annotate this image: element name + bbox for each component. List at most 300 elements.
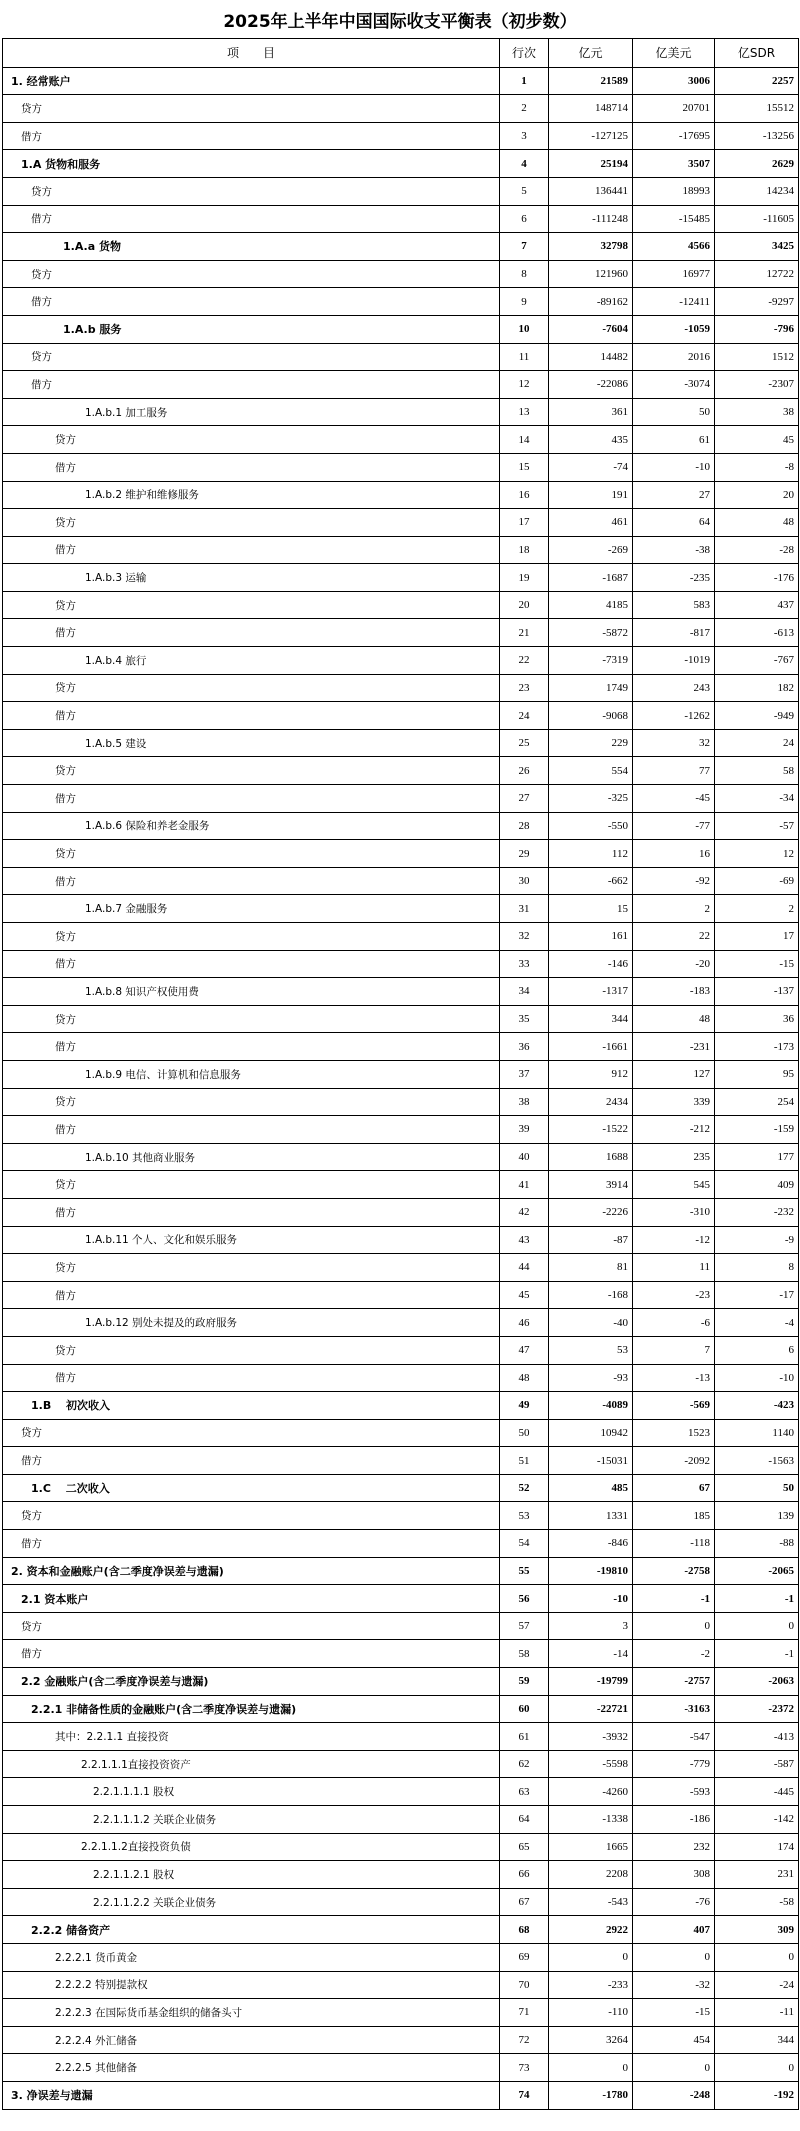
value-cny: 112: [549, 840, 633, 868]
row-line-number: 58: [500, 1640, 549, 1668]
value-usd: 32: [633, 729, 715, 757]
row-line-number: 64: [500, 1806, 549, 1834]
value-usd: 545: [633, 1171, 715, 1199]
value-usd: 1523: [633, 1419, 715, 1447]
value-usd: 7: [633, 1336, 715, 1364]
value-sdr: 344: [715, 2026, 799, 2054]
row-line-number: 33: [500, 950, 549, 978]
value-cny: 1688: [549, 1143, 633, 1171]
value-cny: -4260: [549, 1778, 633, 1806]
value-cny: 1665: [549, 1833, 633, 1861]
value-usd: 16977: [633, 260, 715, 288]
row-label: 1.A.a 货物: [3, 233, 500, 261]
value-sdr: -88: [715, 1530, 799, 1558]
table-row: [3, 1226, 799, 1254]
row-line-number: 70: [500, 1971, 549, 1999]
value-usd: -186: [633, 1806, 715, 1834]
value-sdr: 15512: [715, 95, 799, 123]
row-label: 贷方: [3, 426, 500, 454]
row-line-number: 27: [500, 785, 549, 813]
row-line-number: 53: [500, 1502, 549, 1530]
row-line-number: 28: [500, 812, 549, 840]
value-usd: -235: [633, 564, 715, 592]
value-sdr: 409: [715, 1171, 799, 1199]
row-label: 2.2.2.3 在国际货币基金组织的储备头寸: [3, 1999, 500, 2027]
value-sdr: -2063: [715, 1668, 799, 1696]
value-cny: 3: [549, 1612, 633, 1640]
value-usd: -1059: [633, 315, 715, 343]
row-line-number: 63: [500, 1778, 549, 1806]
row-label: 借方: [3, 1640, 500, 1668]
row-label: 1.B 初次收入: [3, 1392, 500, 1420]
row-label: 借方: [3, 1530, 500, 1558]
value-usd: 185: [633, 1502, 715, 1530]
row-label: 借方: [3, 1033, 500, 1061]
row-label: 借方: [3, 122, 500, 150]
table-row: [3, 1474, 799, 1502]
value-cny: 0: [549, 1943, 633, 1971]
value-sdr: 2257: [715, 67, 799, 95]
table-row: [3, 1364, 799, 1392]
table-row: [3, 785, 799, 813]
table-row: [3, 1612, 799, 1640]
table-row: [3, 1502, 799, 1530]
row-line-number: 18: [500, 536, 549, 564]
value-usd: -2757: [633, 1668, 715, 1696]
row-line-number: 46: [500, 1309, 549, 1337]
value-sdr: -8: [715, 453, 799, 481]
value-sdr: 2629: [715, 150, 799, 178]
value-usd: -20: [633, 950, 715, 978]
value-usd: -1262: [633, 702, 715, 730]
value-cny: -2226: [549, 1198, 633, 1226]
table-row: [3, 536, 799, 564]
table-row: [3, 2026, 799, 2054]
table-row: [3, 1060, 799, 1088]
value-cny: -1317: [549, 978, 633, 1006]
value-sdr: 0: [715, 1612, 799, 1640]
value-usd: 3507: [633, 150, 715, 178]
value-cny: -19810: [549, 1557, 633, 1585]
value-cny: 3914: [549, 1171, 633, 1199]
row-label: 借方: [3, 1447, 500, 1475]
value-usd: -231: [633, 1033, 715, 1061]
value-sdr: 254: [715, 1088, 799, 1116]
value-usd: -118: [633, 1530, 715, 1558]
table-row: [3, 67, 799, 95]
value-usd: -2092: [633, 1447, 715, 1475]
row-line-number: 50: [500, 1419, 549, 1447]
value-sdr: 1512: [715, 343, 799, 371]
row-line-number: 61: [500, 1723, 549, 1751]
value-cny: -93: [549, 1364, 633, 1392]
value-cny: -543: [549, 1888, 633, 1916]
row-line-number: 48: [500, 1364, 549, 1392]
row-line-number: 2: [500, 95, 549, 123]
value-sdr: 12: [715, 840, 799, 868]
table-row: [3, 591, 799, 619]
row-label: 2.2.1.1.1.2 关联企业债务: [3, 1806, 500, 1834]
table-row: [3, 205, 799, 233]
row-line-number: 55: [500, 1557, 549, 1585]
value-usd: -32: [633, 1971, 715, 1999]
row-line-number: 30: [500, 867, 549, 895]
row-line-number: 11: [500, 343, 549, 371]
value-cny: -110: [549, 1999, 633, 2027]
row-label: 借方: [3, 288, 500, 316]
table-header-row: [3, 39, 799, 68]
table-row: [3, 564, 799, 592]
row-label: 1.A 货物和服务: [3, 150, 500, 178]
value-usd: 308: [633, 1861, 715, 1889]
table-row: [3, 1005, 799, 1033]
value-sdr: 437: [715, 591, 799, 619]
value-cny: -40: [549, 1309, 633, 1337]
value-usd: -1019: [633, 647, 715, 675]
value-cny: 435: [549, 426, 633, 454]
value-cny: 485: [549, 1474, 633, 1502]
row-label: 3. 净误差与遗漏: [3, 2081, 500, 2109]
row-label: 1. 经常账户: [3, 67, 500, 95]
table-row: [3, 1999, 799, 2027]
value-sdr: -9: [715, 1226, 799, 1254]
value-sdr: 3425: [715, 233, 799, 261]
value-sdr: -4: [715, 1309, 799, 1337]
row-line-number: 15: [500, 453, 549, 481]
row-line-number: 41: [500, 1171, 549, 1199]
row-label: 贷方: [3, 1171, 500, 1199]
value-sdr: 0: [715, 2054, 799, 2082]
row-label: 借方: [3, 867, 500, 895]
value-usd: -2: [633, 1640, 715, 1668]
value-cny: 21589: [549, 67, 633, 95]
value-cny: 148714: [549, 95, 633, 123]
row-label: 贷方: [3, 260, 500, 288]
table-row: [3, 150, 799, 178]
value-sdr: 24: [715, 729, 799, 757]
row-line-number: 40: [500, 1143, 549, 1171]
table-row: [3, 1254, 799, 1282]
value-sdr: -24: [715, 1971, 799, 1999]
value-cny: -1780: [549, 2081, 633, 2109]
bop-table-container: [2, 38, 798, 2110]
value-sdr: -2372: [715, 1695, 799, 1723]
row-label: 2.2.2.2 特别提款权: [3, 1971, 500, 1999]
value-sdr: 12722: [715, 260, 799, 288]
value-sdr: 50: [715, 1474, 799, 1502]
value-usd: -23: [633, 1281, 715, 1309]
row-line-number: 68: [500, 1916, 549, 1944]
row-line-number: 74: [500, 2081, 549, 2109]
value-sdr: 17: [715, 923, 799, 951]
table-row: [3, 1447, 799, 1475]
table-row: [3, 619, 799, 647]
row-line-number: 62: [500, 1750, 549, 1778]
value-cny: 121960: [549, 260, 633, 288]
value-usd: 0: [633, 2054, 715, 2082]
table-row: [3, 1585, 799, 1613]
value-sdr: -1: [715, 1585, 799, 1613]
row-label: 贷方: [3, 1005, 500, 1033]
row-label: 借方: [3, 205, 500, 233]
row-line-number: 25: [500, 729, 549, 757]
value-usd: 232: [633, 1833, 715, 1861]
value-sdr: -69: [715, 867, 799, 895]
value-usd: 454: [633, 2026, 715, 2054]
value-usd: -3074: [633, 371, 715, 399]
row-line-number: 6: [500, 205, 549, 233]
table-row: [3, 1750, 799, 1778]
value-usd: 50: [633, 398, 715, 426]
value-sdr: 0: [715, 1943, 799, 1971]
row-label: 1.A.b.9 电信、计算机和信息服务: [3, 1060, 500, 1088]
value-usd: -183: [633, 978, 715, 1006]
row-label: 2. 资本和金融账户(含二季度净误差与遗漏): [3, 1557, 500, 1585]
row-line-number: 69: [500, 1943, 549, 1971]
value-cny: 81: [549, 1254, 633, 1282]
value-cny: -22721: [549, 1695, 633, 1723]
value-cny: 53: [549, 1336, 633, 1364]
table-row: [3, 343, 799, 371]
row-label: 2.2.2 储备资产: [3, 1916, 500, 1944]
row-line-number: 37: [500, 1060, 549, 1088]
row-line-number: 52: [500, 1474, 549, 1502]
value-cny: -4089: [549, 1392, 633, 1420]
row-label: 贷方: [3, 95, 500, 123]
table-row: [3, 1530, 799, 1558]
table-row: [3, 481, 799, 509]
table-row: [3, 1916, 799, 1944]
value-cny: -1661: [549, 1033, 633, 1061]
value-sdr: 95: [715, 1060, 799, 1088]
value-sdr: -796: [715, 315, 799, 343]
row-label: 1.A.b.5 建设: [3, 729, 500, 757]
row-label: 借方: [3, 371, 500, 399]
row-line-number: 8: [500, 260, 549, 288]
value-sdr: -11: [715, 1999, 799, 2027]
value-usd: 18993: [633, 177, 715, 205]
row-label: 2.2.2.4 外汇储备: [3, 2026, 500, 2054]
table-row: [3, 1778, 799, 1806]
value-sdr: 309: [715, 1916, 799, 1944]
value-cny: -19799: [549, 1668, 633, 1696]
row-line-number: 17: [500, 509, 549, 537]
row-label: 2.2.2.5 其他储备: [3, 2054, 500, 2082]
row-label: 2.2.1 非储备性质的金融账户(含二季度净误差与遗漏): [3, 1695, 500, 1723]
value-sdr: 8: [715, 1254, 799, 1282]
table-row: [3, 509, 799, 537]
value-usd: -92: [633, 867, 715, 895]
value-sdr: -142: [715, 1806, 799, 1834]
row-label: 1.A.b.1 加工服务: [3, 398, 500, 426]
row-label: 贷方: [3, 1502, 500, 1530]
row-line-number: 26: [500, 757, 549, 785]
value-cny: 912: [549, 1060, 633, 1088]
row-line-number: 65: [500, 1833, 549, 1861]
value-cny: 2434: [549, 1088, 633, 1116]
value-sdr: -423: [715, 1392, 799, 1420]
value-cny: -87: [549, 1226, 633, 1254]
value-usd: -248: [633, 2081, 715, 2109]
value-cny: 136441: [549, 177, 633, 205]
row-line-number: 13: [500, 398, 549, 426]
value-sdr: -15: [715, 950, 799, 978]
value-cny: 15: [549, 895, 633, 923]
value-usd: -779: [633, 1750, 715, 1778]
row-label: 2.2 金融账户(含二季度净误差与遗漏): [3, 1668, 500, 1696]
row-line-number: 67: [500, 1888, 549, 1916]
value-sdr: -445: [715, 1778, 799, 1806]
table-row: [3, 1143, 799, 1171]
table-row: [3, 1943, 799, 1971]
value-cny: 25194: [549, 150, 633, 178]
value-cny: 3264: [549, 2026, 633, 2054]
value-usd: 64: [633, 509, 715, 537]
row-line-number: 34: [500, 978, 549, 1006]
value-usd: 11: [633, 1254, 715, 1282]
value-usd: -212: [633, 1116, 715, 1144]
row-label: 贷方: [3, 509, 500, 537]
value-usd: -3163: [633, 1695, 715, 1723]
row-line-number: 59: [500, 1668, 549, 1696]
value-sdr: -34: [715, 785, 799, 813]
value-usd: -77: [633, 812, 715, 840]
table-row: [3, 1833, 799, 1861]
column-header-usd: 亿美元: [633, 39, 715, 68]
value-usd: 61: [633, 426, 715, 454]
value-usd: 22: [633, 923, 715, 951]
value-sdr: -587: [715, 1750, 799, 1778]
table-row: [3, 288, 799, 316]
value-sdr: -13256: [715, 122, 799, 150]
value-sdr: -613: [715, 619, 799, 647]
value-sdr: 177: [715, 1143, 799, 1171]
row-line-number: 51: [500, 1447, 549, 1475]
row-line-number: 16: [500, 481, 549, 509]
row-label: 借方: [3, 785, 500, 813]
row-label: 贷方: [3, 1336, 500, 1364]
value-cny: -846: [549, 1530, 633, 1558]
row-label: 贷方: [3, 1254, 500, 1282]
value-cny: -233: [549, 1971, 633, 1999]
table-row: [3, 453, 799, 481]
row-label: 2.2.1.1.1.1 股权: [3, 1778, 500, 1806]
value-usd: -12411: [633, 288, 715, 316]
value-cny: 1331: [549, 1502, 633, 1530]
row-line-number: 9: [500, 288, 549, 316]
value-sdr: -192: [715, 2081, 799, 2109]
value-cny: -269: [549, 536, 633, 564]
value-cny: -1687: [549, 564, 633, 592]
row-line-number: 7: [500, 233, 549, 261]
row-label: 借方: [3, 1116, 500, 1144]
value-sdr: -57: [715, 812, 799, 840]
table-row: [3, 1309, 799, 1337]
value-sdr: 6: [715, 1336, 799, 1364]
value-cny: 461: [549, 509, 633, 537]
value-usd: 583: [633, 591, 715, 619]
table-row: [3, 398, 799, 426]
table-row: [3, 233, 799, 261]
table-row: [3, 840, 799, 868]
value-cny: -111248: [549, 205, 633, 233]
row-label: 借方: [3, 536, 500, 564]
column-header-sdr: 亿SDR: [715, 39, 799, 68]
row-line-number: 54: [500, 1530, 549, 1558]
value-usd: 4566: [633, 233, 715, 261]
row-label: 借方: [3, 950, 500, 978]
row-line-number: 19: [500, 564, 549, 592]
row-line-number: 35: [500, 1005, 549, 1033]
value-usd: -547: [633, 1723, 715, 1751]
table-row: [3, 647, 799, 675]
value-cny: 2208: [549, 1861, 633, 1889]
row-label: 2.2.1.1.1直接投资资产: [3, 1750, 500, 1778]
row-label: 1.C 二次收入: [3, 1474, 500, 1502]
value-cny: -7604: [549, 315, 633, 343]
row-line-number: 29: [500, 840, 549, 868]
value-usd: 20701: [633, 95, 715, 123]
value-sdr: -159: [715, 1116, 799, 1144]
row-line-number: 56: [500, 1585, 549, 1613]
value-sdr: -232: [715, 1198, 799, 1226]
page-title: 2025年上半年中国国际收支平衡表（初步数）: [223, 12, 577, 32]
value-sdr: -10: [715, 1364, 799, 1392]
value-sdr: -767: [715, 647, 799, 675]
row-label: 贷方: [3, 757, 500, 785]
table-row: [3, 1171, 799, 1199]
row-label: 2.2.1.1.2.1 股权: [3, 1861, 500, 1889]
table-row: [3, 1392, 799, 1420]
value-cny: -10: [549, 1585, 633, 1613]
value-cny: 1749: [549, 674, 633, 702]
value-sdr: 139: [715, 1502, 799, 1530]
value-cny: -22086: [549, 371, 633, 399]
table-row: [3, 1695, 799, 1723]
value-sdr: -9297: [715, 288, 799, 316]
value-cny: -550: [549, 812, 633, 840]
value-sdr: 45: [715, 426, 799, 454]
value-usd: -2758: [633, 1557, 715, 1585]
row-line-number: 43: [500, 1226, 549, 1254]
row-line-number: 60: [500, 1695, 549, 1723]
row-line-number: 23: [500, 674, 549, 702]
value-sdr: 58: [715, 757, 799, 785]
value-sdr: -176: [715, 564, 799, 592]
table-row: [3, 1668, 799, 1696]
row-label: 1.A.b.8 知识产权使用费: [3, 978, 500, 1006]
table-row: [3, 978, 799, 1006]
row-label: 1.A.b.6 保险和养老金服务: [3, 812, 500, 840]
table-row: [3, 1088, 799, 1116]
row-line-number: 20: [500, 591, 549, 619]
value-sdr: 20: [715, 481, 799, 509]
row-line-number: 5: [500, 177, 549, 205]
value-cny: 554: [549, 757, 633, 785]
value-usd: -1: [633, 1585, 715, 1613]
value-usd: 77: [633, 757, 715, 785]
row-label: 1.A.b.4 旅行: [3, 647, 500, 675]
value-usd: 127: [633, 1060, 715, 1088]
value-usd: 407: [633, 1916, 715, 1944]
value-sdr: -2065: [715, 1557, 799, 1585]
value-cny: -74: [549, 453, 633, 481]
value-sdr: -1: [715, 1640, 799, 1668]
value-usd: -45: [633, 785, 715, 813]
row-label: 贷方: [3, 1419, 500, 1447]
row-line-number: 49: [500, 1392, 549, 1420]
value-usd: 339: [633, 1088, 715, 1116]
